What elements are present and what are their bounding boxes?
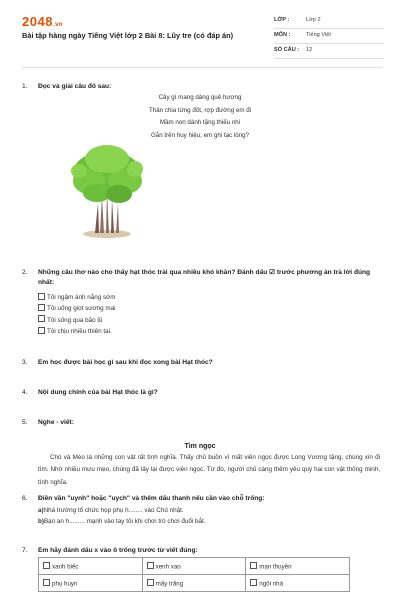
- grid-row: [39, 558, 350, 575]
- meta-key: LỚP :: [274, 17, 290, 23]
- question-text: Điền vần "uynh" hoặc "uych" và thêm dấu thanh nếu cần vào chỗ trống:: [38, 495, 265, 502]
- checkbox[interactable]: [43, 562, 50, 569]
- question-number: 3.: [22, 359, 28, 366]
- checkbox[interactable]: [38, 315, 45, 322]
- riddle-line: Cây gì mang dáng quê hương: [158, 94, 242, 101]
- question-text: Những câu thơ nào cho thấy hạt thóc trải qua nhiều khó khăn? Đánh dấu ☑ trước phương án trả lời đúng nhất:: [38, 269, 371, 286]
- bamboo-tree-image: [67, 141, 145, 239]
- word-label: mạn thuyền: [259, 563, 292, 571]
- checkbox[interactable]: [38, 304, 45, 311]
- story-title: Tìm ngọc: [184, 443, 216, 450]
- option-item[interactable]: [38, 315, 116, 326]
- grid-cell[interactable]: [142, 575, 246, 592]
- meta-row-subject: [274, 29, 384, 44]
- grid-cell[interactable]: [246, 558, 350, 575]
- item-text: Bạn an h......... mạnh vào tay tôi khi chơi trò chơi đuổi bắt.: [43, 518, 206, 526]
- q6-fill-items: [38, 505, 206, 528]
- question-number: 2.: [22, 269, 28, 276]
- grid-cell[interactable]: [142, 558, 246, 575]
- grid-cell[interactable]: [39, 575, 143, 592]
- header-divider: [22, 67, 382, 68]
- checkbox[interactable]: [250, 579, 257, 586]
- meta-value: 12: [306, 47, 313, 53]
- word-label: xanh biếc: [52, 563, 79, 571]
- meta-value: Tiếng Việt: [306, 32, 331, 38]
- checkbox[interactable]: [147, 562, 154, 569]
- word-label: ngôi nhà: [259, 580, 284, 588]
- question-text: Nội dung chính của bài Hạt thóc là gì?: [38, 389, 158, 396]
- question-number: 1.: [22, 83, 28, 90]
- riddle-line: Thân chia từng đốt, rợp đường em đi: [148, 106, 252, 114]
- item-text: Nhà trường tổ chức họp phụ h........ vào Chủ nhật.: [43, 507, 184, 514]
- item-label: a): [38, 507, 44, 514]
- item-label: b): [38, 518, 44, 526]
- logo-text: 2048: [22, 14, 53, 29]
- grid-cell[interactable]: [246, 575, 350, 592]
- option-item[interactable]: [38, 292, 116, 303]
- riddle-poem: [110, 92, 290, 142]
- checkbox[interactable]: [250, 562, 257, 569]
- question-number: 7.: [22, 547, 28, 554]
- meta-table: [274, 14, 384, 59]
- riddle-line: Mầm non dành tặng thiếu nhi: [159, 119, 241, 127]
- site-logo[interactable]: [22, 14, 63, 29]
- document-title: Bài tập hàng ngày Tiếng Việt lớp 2 Bài 8: Lũy tre (có đáp án): [22, 31, 234, 40]
- grid-row: [39, 575, 350, 592]
- question-text: Em học được bài học gì sau khi đọc xong bài Hạt thóc?: [38, 359, 213, 366]
- option-item[interactable]: [38, 326, 116, 337]
- option-item[interactable]: [38, 303, 116, 314]
- checkbox[interactable]: [38, 327, 45, 334]
- header: [22, 14, 382, 64]
- story-paragraph: Chó và Mèo là những con vật rất tình nghĩa. Thấy chủ buồn vì mất viên ngọc được Long Vương tặng, chúng xin đi tìm. Nhờ nhiều mưu mẹo, chúng đã lấy lại được viên ngọc. Từ đó, người chủ càng thêm yêu quý hai con vật thông minh, tình nghĩa.: [38, 454, 380, 486]
- option-label: Tôi chịu nhiều thiên tai.: [47, 328, 112, 336]
- fill-item: [38, 516, 206, 527]
- question-text: Đọc và giải câu đố sau:: [38, 83, 112, 90]
- question-number: 4.: [22, 389, 28, 396]
- option-label: Tôi uống giọt sương mai: [47, 305, 116, 313]
- q7-word-grid: [38, 557, 350, 592]
- checkbox[interactable]: [147, 579, 154, 586]
- meta-key: SỐ CÂU :: [274, 47, 300, 53]
- question-number: 5.: [22, 419, 28, 426]
- word-label: phụ huyn: [52, 580, 78, 588]
- checkbox[interactable]: [38, 293, 45, 300]
- meta-key: MÔN :: [274, 32, 291, 38]
- checkbox[interactable]: [43, 579, 50, 586]
- meta-value: Lớp 2: [306, 17, 321, 23]
- logo-tld: .vn: [52, 22, 64, 28]
- question-number: 6.: [22, 495, 28, 502]
- question-text: Nghe - viết:: [38, 419, 74, 426]
- riddle-line: Gắn trên huy hiệu, em ghi tạc lòng?: [150, 131, 250, 139]
- fill-item: [38, 505, 206, 516]
- word-label: mấy trắng: [155, 580, 184, 588]
- q2-options: [38, 292, 116, 338]
- grid-cell[interactable]: [39, 558, 143, 575]
- question-text: Em hãy đánh dấu x vào ô trống trước từ viết đúng:: [38, 547, 198, 554]
- meta-row-count: [274, 44, 384, 59]
- meta-row-class: [274, 14, 384, 29]
- option-label: Tôi ngậm ánh nắng sớm: [47, 294, 116, 301]
- word-label: xenh xao: [155, 563, 181, 571]
- option-label: Tôi sống qua bão lũ: [47, 316, 103, 324]
